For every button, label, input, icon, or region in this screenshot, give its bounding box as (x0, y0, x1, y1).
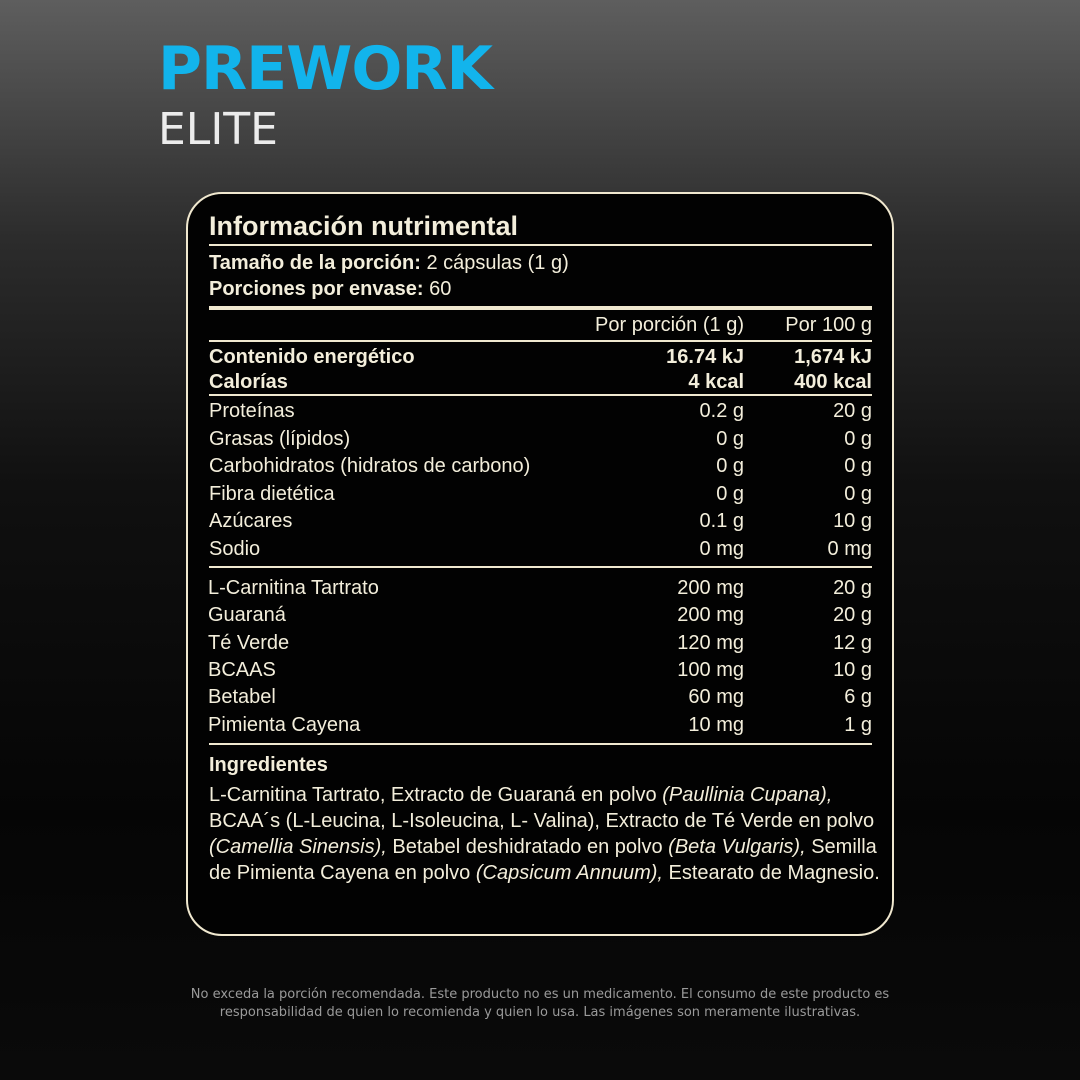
nutrition-label (186, 192, 894, 936)
ingredient-scientific-name: (Camellia Sinensis), (209, 836, 387, 858)
row-name: Carbohidratos (hidratos de carbono) (209, 455, 531, 477)
ingredient-text: Semilla de Pimienta Cayena en polvo (209, 836, 877, 884)
servings-value: 60 (429, 278, 452, 300)
table-row (209, 632, 872, 658)
ingredient-scientific-name: (Beta Vulgaris), (668, 836, 806, 858)
table-row (209, 510, 872, 536)
value-per-100g: 1 g (844, 713, 872, 736)
product-subtitle: ELITE (158, 104, 278, 155)
disclaimer-line-1: No exceda la porción recomendada. Este producto no es un medicamento. El consumo de este producto es (190, 987, 890, 1002)
row-name: Calorías (209, 371, 288, 393)
row-name: Pimienta Cayena (208, 713, 361, 736)
table-row (209, 577, 872, 603)
value-per-serving: 0.1 g (699, 510, 744, 532)
row-name: Té Verde (208, 631, 290, 654)
value-per-serving: 200 mg (677, 604, 744, 627)
value-per-serving: 100 mg (677, 658, 744, 681)
serving-size (209, 252, 569, 275)
divider (209, 394, 872, 396)
ingredient-scientific-name: (Capsicum Annuum), (475, 862, 663, 884)
row-name: Sodio (209, 537, 261, 560)
ingredient-text: Estearato de Magnesio. (662, 862, 880, 884)
brand-block (158, 34, 493, 155)
table-row (209, 659, 872, 685)
value-per-100g: 20 g (833, 400, 872, 422)
ingredients-title: Ingredientes (209, 754, 328, 776)
value-per-100g: 0 g (844, 455, 872, 477)
divider (209, 566, 872, 568)
value-per-serving: 0.2 g (699, 400, 744, 422)
ingredient-text: BCAA´s (L-Leucina, L-Isoleucina, L- Valina), Extracto de Té Verde en polvo (209, 810, 875, 832)
row-name: L-Carnitina Tartrato (208, 577, 379, 599)
table-row (209, 483, 872, 509)
table-row (209, 346, 872, 372)
value-per-serving: 120 mg (677, 631, 744, 654)
row-name: Betabel (208, 686, 276, 709)
value-per-100g: 10 g (833, 510, 872, 532)
value-per-serving: 60 mg (688, 686, 744, 709)
row-name: Fibra dietética (209, 482, 335, 505)
table-row (209, 686, 872, 712)
column-header-per-serving: Por porción (1 g) (595, 314, 744, 336)
ingredient-text: L-Carnitina Tartrato, Extracto de Guaraná en polvo (209, 784, 663, 806)
product-title: PREWORK (158, 34, 493, 104)
value-per-serving: 0 g (716, 482, 744, 505)
value-per-serving: 10 mg (688, 713, 744, 736)
servings-per-container (209, 278, 451, 301)
disclaimer-line-2: responsabilidad de quien lo recomienda y quien lo usa. Las imágenes son meramente ilustrativas. (219, 1005, 861, 1020)
row-name: Contenido energético (209, 346, 415, 368)
divider (209, 743, 872, 745)
table-row (209, 400, 872, 426)
serving-size-value: 2 cápsulas (1 g) (426, 252, 569, 274)
row-name: Azúcares (209, 510, 293, 532)
column-header-per-100g: Por 100 g (785, 314, 872, 336)
value-per-100g: 0 g (844, 427, 872, 450)
disclaimer (140, 986, 940, 1022)
value-per-100g: 1,674 kJ (794, 346, 872, 368)
value-per-serving: 0 mg (699, 537, 744, 560)
divider (209, 244, 872, 246)
row-name: Grasas (lípidos) (209, 427, 351, 450)
row-name: BCAAS (208, 658, 276, 681)
value-per-100g: 12 g (833, 631, 872, 654)
value-per-100g: 20 g (833, 604, 872, 627)
value-per-serving: 200 mg (677, 577, 744, 599)
value-per-serving: 0 g (716, 455, 744, 477)
row-name: Guaraná (208, 604, 286, 627)
divider (209, 340, 872, 342)
value-per-serving: 0 g (716, 427, 744, 450)
table-row (209, 714, 872, 740)
table-row (209, 604, 872, 630)
row-name: Proteínas (209, 400, 295, 422)
value-per-100g: 20 g (833, 577, 872, 599)
value-per-100g: 10 g (833, 658, 872, 681)
value-per-100g: 0 mg (827, 537, 872, 560)
ingredients-text (209, 782, 889, 886)
divider (209, 306, 872, 310)
value-per-100g: 0 g (844, 482, 872, 505)
value-per-100g: 6 g (844, 686, 872, 709)
label-title: Información nutrimental (209, 211, 519, 241)
ingredient-scientific-name: (Paullinia Cupana), (662, 784, 833, 806)
servings-label: Porciones por envase: (209, 278, 424, 300)
value-per-100g: 400 kcal (794, 371, 872, 393)
table-row (209, 538, 872, 564)
value-per-serving: 4 kcal (688, 371, 744, 393)
value-per-serving: 16.74 kJ (666, 346, 744, 368)
table-row (209, 428, 872, 454)
column-headers (209, 314, 872, 340)
ingredient-text: Betabel deshidratado en polvo (386, 836, 669, 858)
table-row (209, 455, 872, 481)
serving-size-label: Tamaño de la porción: (209, 252, 421, 274)
